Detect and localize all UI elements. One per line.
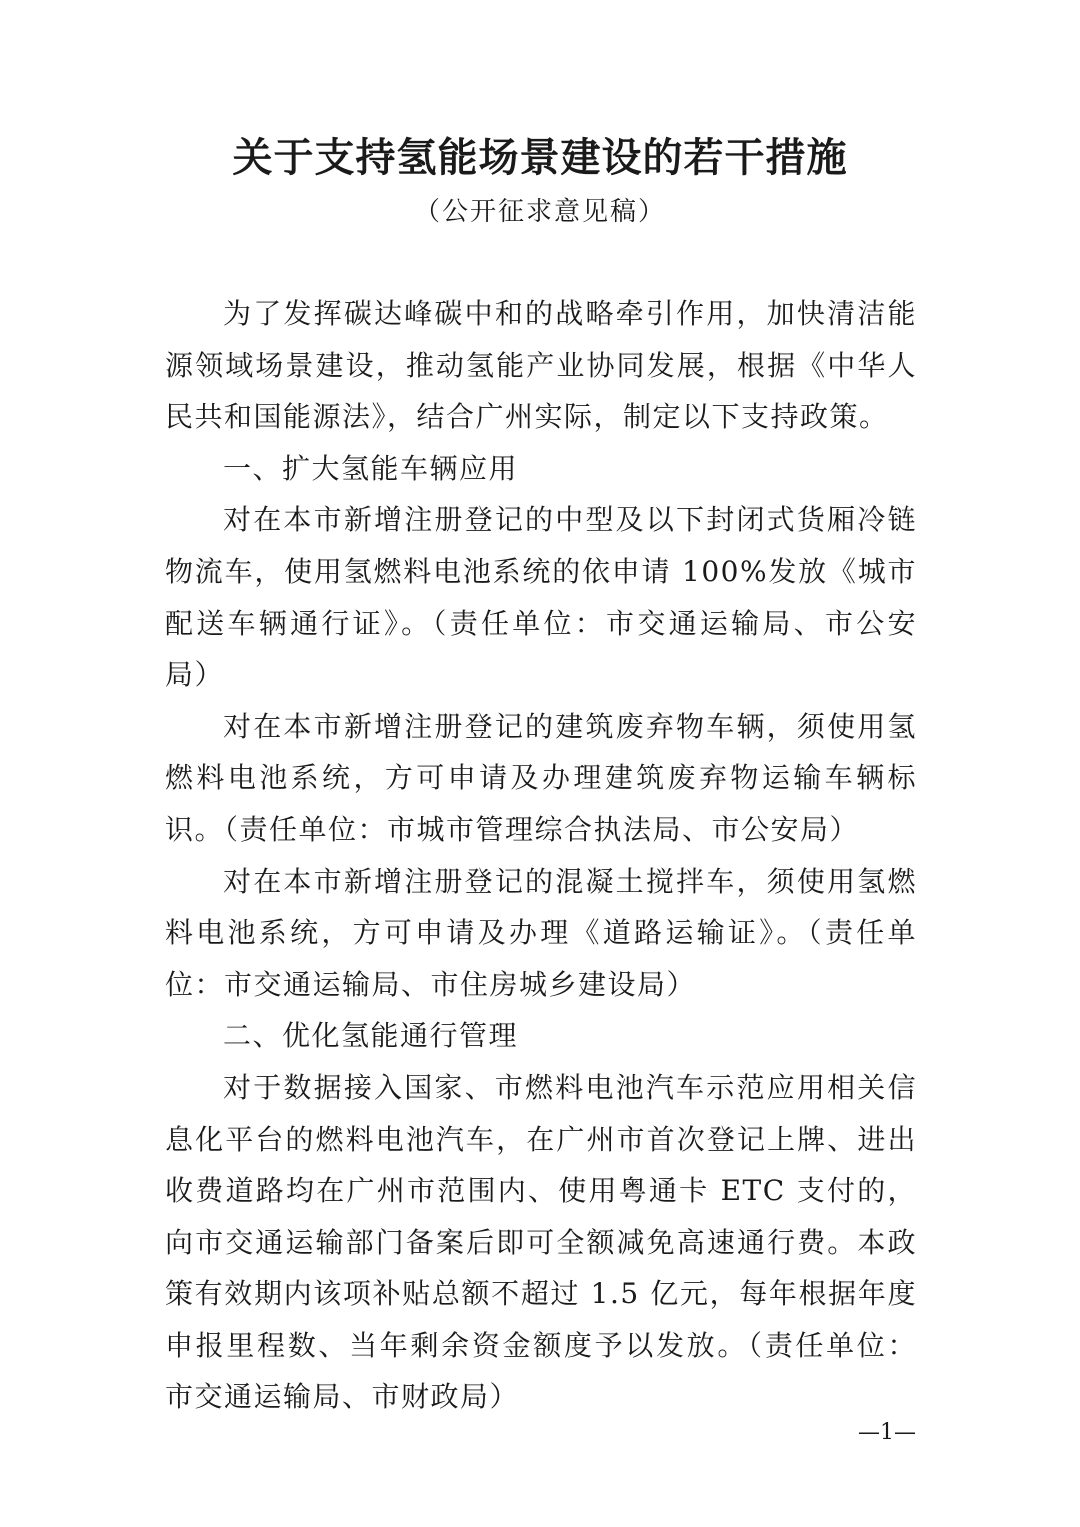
section-paragraph: 对在本市新增注册登记的建筑废弃物车辆，须使用氢燃料电池系统，方可申请及办理建筑废弃物运输车辆标识。（责任单位：市城市管理综合执法局、市公安局） [165, 709, 917, 846]
document-title: 关于支持氢能场景建设的若干措施 [232, 134, 848, 181]
section-paragraph: 对在本市新增注册登记的混凝土搅拌车，须使用氢燃料电池系统，方可申请及办理《道路运输证》。（责任单位：市交通运输局、市住房城乡建设局） [165, 864, 917, 1001]
section-paragraph: 对于数据接入国家、市燃料电池汽车示范应用相关信息化平台的燃料电池汽车，在广州市首次登记上牌、进出收费道路均在广州市范围内、使用粤通卡 ETC 支付的，向市交通运输部门备案后即可全额减免高速通行费。本政策有效期内该项补贴总额不超过 1.5 亿元，每年根据年度申报里程数、当年剩余资金额度予以发放。（责任单位：市交通运输局、市财政局） [165, 1070, 917, 1414]
intro-paragraph: 为了发挥碳达峰碳中和的战略牵引作用，加快清洁能源领域场景建设，推动氢能产业协同发展，根据《中华人民共和国能源法》，结合广州实际，制定以下支持政策。 [165, 297, 917, 434]
section-heading: 二、优化氢能通行管理 [223, 1019, 519, 1053]
section-heading: 一、扩大氢能车辆应用 [223, 451, 519, 485]
section-paragraph: 对在本市新增注册登记的中型及以下封闭式货厢冷链物流车，使用氢燃料电池系统的依申请 100%发放《城市配送车辆通行证》。（责任单位：市交通运输局、市公安局） [165, 503, 917, 692]
document-subtitle: （公开征求意见稿） [413, 197, 666, 227]
page-number: —1— [858, 1420, 916, 1445]
section-2 [165, 1010, 917, 1423]
document-body [165, 288, 917, 1423]
section-1 [165, 443, 917, 1011]
